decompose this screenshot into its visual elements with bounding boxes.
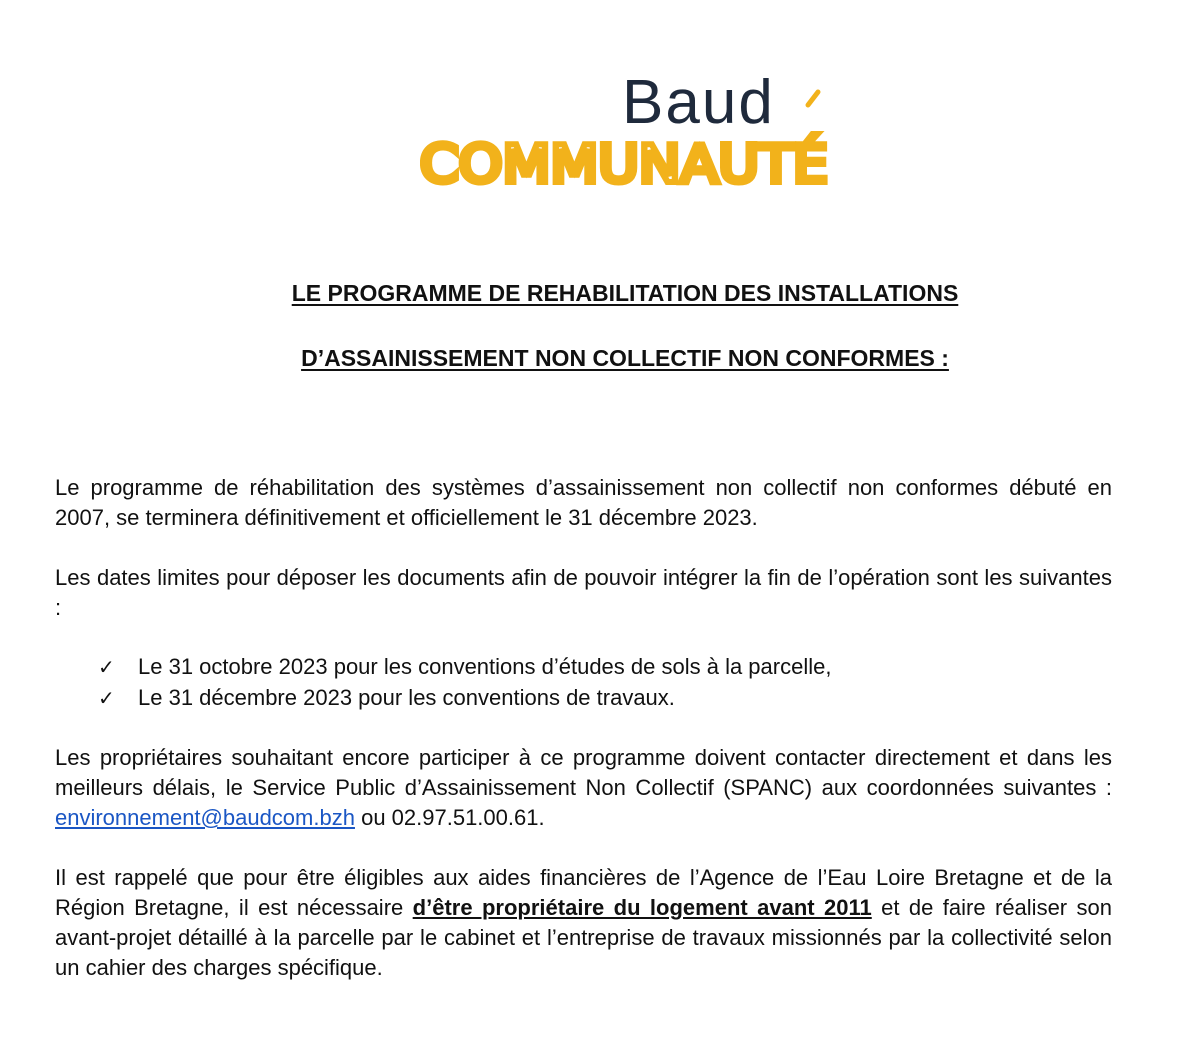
email-link[interactable]: environnement@baudcom.bzh — [55, 805, 355, 830]
list-item — [98, 652, 831, 683]
logo-baud-text: Baud — [622, 70, 775, 137]
eligibility-condition: d’être propriétaire du logement avant 2011 — [412, 895, 872, 920]
contact-text-end: ou 02.97.51.00.61. — [354, 805, 545, 830]
title-line-1: LE PROGRAMME DE REHABILITATION DES INSTALLATIONS — [291, 280, 959, 306]
deadline-soil-studies: Le 31 octobre 2023 pour les conventions d’études de sols à la parcelle, — [138, 654, 832, 679]
baud-communaute-logo — [420, 70, 830, 195]
list-item — [98, 683, 831, 714]
deadline-works: Le 31 décembre 2023 pour les conventions de travaux. — [138, 685, 675, 710]
eligibility-text-start: Il est rappelé que pour être éligibles aux aides financières de l’Agence de l’Eau Loire Bretagne et de la Région Bretagne, il est nécessaire — [55, 865, 1112, 920]
checkmark-icon: ✓ — [98, 657, 115, 679]
logo-communaute-text: COMMUNAUTÉ — [420, 135, 803, 195]
checkmark-icon: ✓ — [98, 688, 115, 710]
paragraph-deadlines-intro: Les dates limites pour déposer les documents afin de pouvoir intégrer la fin de l’opération sont les suivantes : — [55, 565, 1112, 620]
paragraph-contact — [55, 743, 1112, 833]
paragraph-program-end: Le programme de réhabilitation des systèmes d’assainissement non collectif non conformes débuté en 2007, se terminera définitivement et officiellement le 31 décembre 2023. — [55, 475, 1112, 530]
deadline-list — [98, 652, 831, 714]
title-line-2: D’ASSAINISSEMENT NON COLLECTIF NON CONFORMES : — [301, 345, 949, 371]
paragraph-eligibility — [55, 863, 1112, 983]
contact-text-start: Les propriétaires souhaitant encore participer à ce programme doivent contacter directement et dans les meilleurs délais, le Service Public d’Assainissement Non Collectif (SPANC) aux coordonnées suivantes : — [55, 745, 1112, 800]
eligibility-text-end: et de faire réaliser son avant-projet détaillé à la parcelle par le cabinet et l’entreprise de travaux missionnés par la collectivité selon un cahier des charges spécifique. — [55, 895, 1113, 980]
